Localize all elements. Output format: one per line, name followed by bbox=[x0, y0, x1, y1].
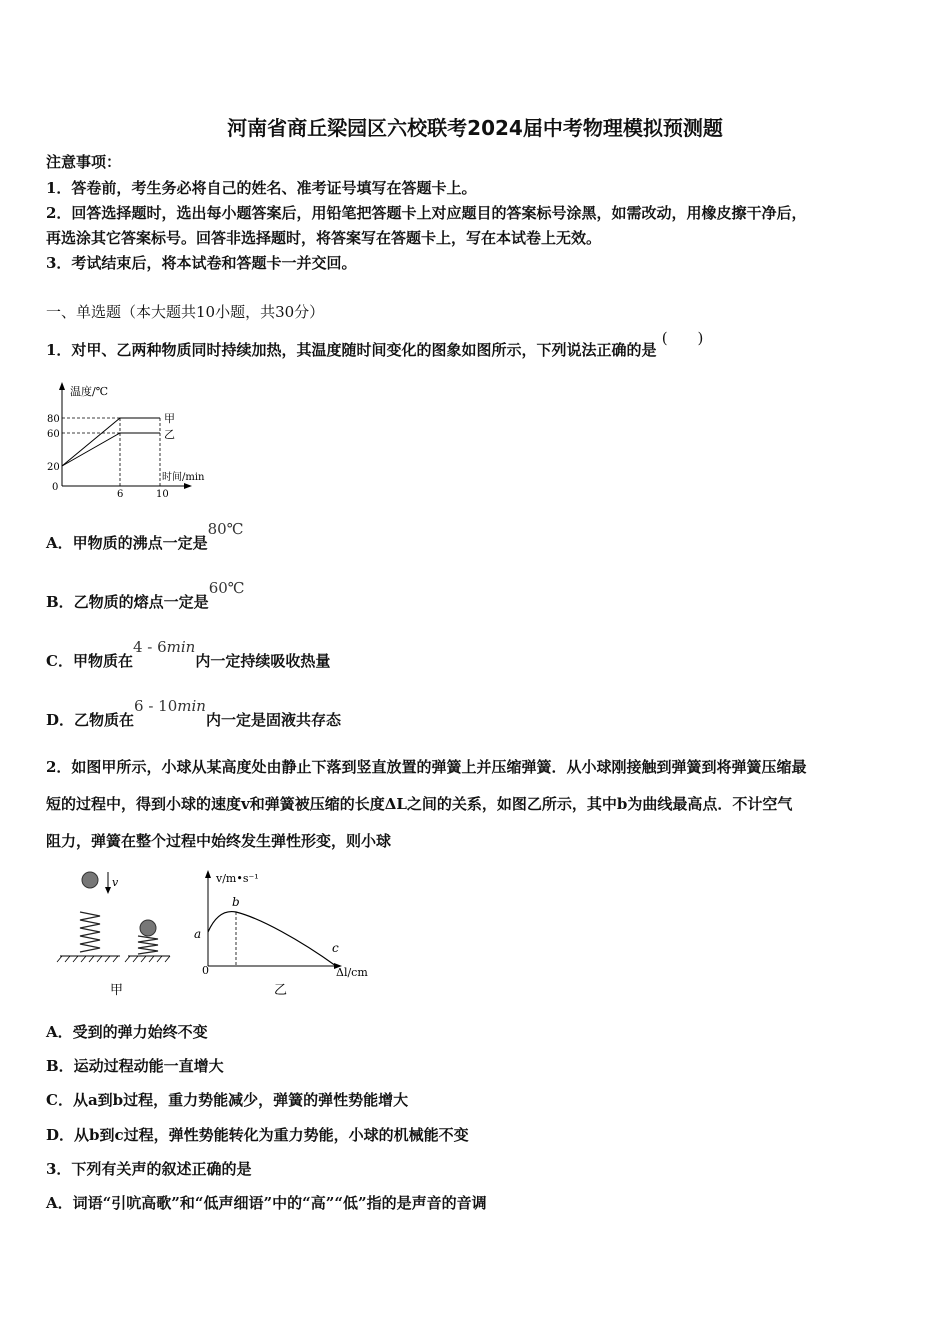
ground-hatch bbox=[57, 956, 118, 962]
option-math: 60℃ bbox=[208, 579, 245, 597]
spring-compressed bbox=[138, 936, 158, 954]
figure-jia bbox=[52, 866, 182, 998]
option-label: C．甲物质在 bbox=[46, 652, 133, 670]
question-2-stem: 短的过程中，得到小球的速度v和弹簧被压缩的长度ΔL之间的关系，如图乙所示，其中b为曲线最高点．不计空气 bbox=[46, 795, 793, 813]
option-math bbox=[134, 697, 206, 715]
option-math bbox=[133, 638, 195, 656]
option-label: A．甲物质的沸点一定是 bbox=[46, 534, 208, 552]
point-b-label: b bbox=[232, 895, 240, 909]
spring-relaxed bbox=[80, 912, 100, 952]
option-b: B．运动过程动能一直增大 bbox=[46, 1057, 224, 1075]
option-a: A．词语“引吭高歌”和“低声细语”中的“高”“低”指的是声音的音调 bbox=[46, 1194, 487, 1212]
x-axis-label: Δl/cm bbox=[336, 966, 368, 979]
ball-on-spring bbox=[140, 920, 156, 936]
option-math: 80℃ bbox=[207, 520, 244, 538]
question-1-stem bbox=[46, 329, 704, 360]
option-label: D．乙物质在 bbox=[46, 711, 135, 729]
option-suffix: 内一定持续吸收热量 bbox=[195, 652, 331, 670]
temperature-time-graph bbox=[40, 378, 220, 498]
falling-ball bbox=[82, 872, 98, 888]
option-suffix: 内一定是固液共存态 bbox=[205, 711, 341, 729]
y-tick-label: 80 bbox=[47, 414, 60, 425]
origin-label: 0 bbox=[202, 964, 209, 977]
math-unit: min bbox=[177, 697, 206, 715]
section-heading: 一、单选题（本大题共10小题，共30分） bbox=[46, 303, 325, 321]
y-tick-label: 20 bbox=[47, 462, 60, 473]
math-range: 6 - 10 bbox=[134, 697, 178, 715]
ground-hatch bbox=[125, 956, 170, 962]
series-label-yi: 乙 bbox=[164, 428, 175, 441]
page-title: 河南省商丘梁园区六校联考2024届中考物理模拟预测题 bbox=[227, 116, 723, 140]
question-2-stem: 阻力，弹簧在整个过程中始终发生弹性形变，则小球 bbox=[46, 832, 392, 850]
option-d bbox=[46, 697, 341, 730]
question-3-stem: 3．下列有关声的叙述正确的是 bbox=[46, 1160, 252, 1178]
velocity-curve bbox=[208, 912, 336, 966]
question-2-stem: 2．如图甲所示，小球从某高度处由静止下落到竖直放置的弹簧上并压缩弹簧．从小球刚接触到弹簧到将弹簧压缩最 bbox=[46, 758, 807, 776]
notice-item: 再选涂其它答案标号。回答非选择题时，将答案写在答题卡上，写在本试卷上无效。 bbox=[46, 229, 602, 247]
y-axis-arrow bbox=[205, 870, 211, 878]
answer-bracket: ( ) bbox=[661, 329, 704, 347]
option-label: B．乙物质的熔点一定是 bbox=[46, 593, 209, 611]
notice-item: 1．答卷前，考生务必将自己的姓名、准考证号填写在答题卡上。 bbox=[46, 179, 477, 197]
y-axis-label: 温度/℃ bbox=[70, 385, 109, 398]
figure-caption: 乙 bbox=[274, 983, 288, 998]
y-axis-arrow bbox=[59, 382, 65, 390]
option-a bbox=[46, 520, 244, 553]
question-1-text: 1．对甲、乙两种物质同时持续加热，其温度随时间变化的图象如图所示，下列说法正确的是 bbox=[46, 341, 657, 359]
notice-item: 3．考试结束后，将本试卷和答题卡一并交回。 bbox=[46, 254, 357, 272]
math-unit: min bbox=[166, 638, 196, 656]
notice-item: 2．回答选择题时，选出每小题答案后，用铅笔把答题卡上对应题目的答案标号涂黑，如需改动，用橡皮擦干净后， bbox=[46, 204, 807, 222]
x-tick-label: 6 bbox=[117, 489, 124, 498]
origin-label: 0 bbox=[52, 482, 59, 493]
option-a: A．受到的弹力始终不变 bbox=[46, 1023, 208, 1041]
point-a-label: a bbox=[194, 927, 202, 941]
math-range: 4 - 6 bbox=[132, 638, 167, 656]
velocity-label: v bbox=[112, 876, 119, 889]
figure-yi-velocity-graph bbox=[190, 866, 390, 998]
option-c: C．从a到b过程，重力势能减少，弹簧的弹性势能增大 bbox=[46, 1091, 409, 1109]
x-tick-label: 10 bbox=[156, 489, 169, 498]
option-d: D．从b到c过程，弹性势能转化为重力势能，小球的机械能不变 bbox=[46, 1126, 469, 1144]
series-label-jia: 甲 bbox=[164, 412, 175, 425]
x-axis-arrow bbox=[184, 483, 192, 489]
figure-caption: 甲 bbox=[110, 983, 124, 998]
velocity-arrowhead bbox=[105, 887, 111, 894]
y-axis-label: v/m•s⁻¹ bbox=[216, 872, 259, 885]
series-jia bbox=[62, 418, 160, 466]
series-yi bbox=[62, 433, 160, 466]
option-b bbox=[46, 579, 245, 612]
point-c-label: c bbox=[332, 941, 339, 955]
notice-heading: 注意事项： bbox=[46, 153, 122, 171]
option-c bbox=[46, 638, 331, 671]
x-axis-label: 时间/min bbox=[162, 472, 205, 483]
y-tick-label: 60 bbox=[47, 429, 60, 440]
